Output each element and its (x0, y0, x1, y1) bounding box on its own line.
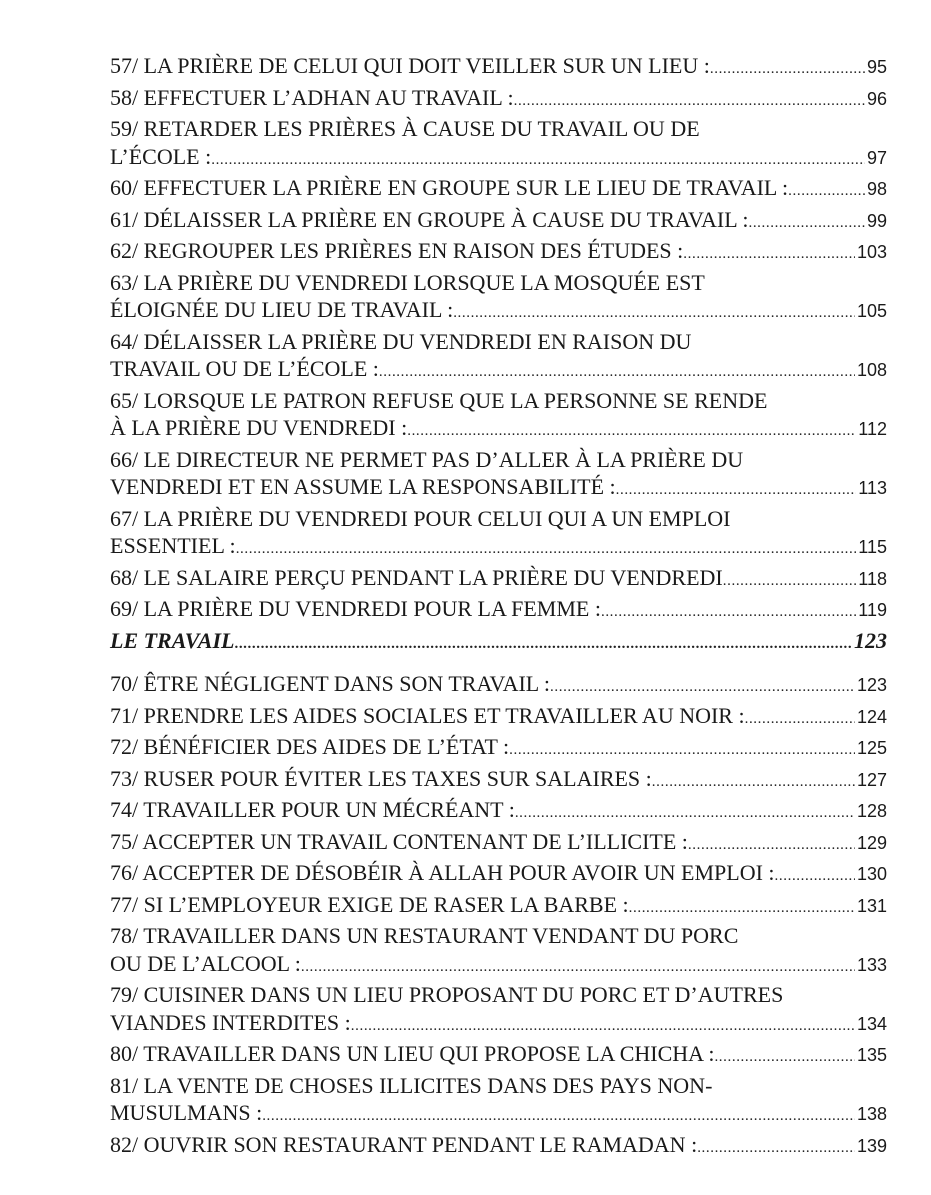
toc-entry[interactable] (110, 328, 887, 387)
toc-entry[interactable] (110, 796, 887, 828)
dot-leader (407, 418, 856, 446)
toc-entry[interactable] (110, 981, 887, 1040)
toc-entry-page-number: 133 (856, 954, 887, 975)
toc-entry-title: MUSULMANS : (110, 1100, 263, 1125)
toc-entry-title: 80/ TRAVAILLER DANS UN LIEU QUI PROPOSE LA CHICHA : (110, 1041, 715, 1066)
toc-entry-title: 60/ EFFECTUER LA PRIÈRE EN GROUPE SUR LE LIEU DE TRAVAIL : (110, 175, 789, 200)
section-title: LE TRAVAIL (110, 628, 235, 653)
toc-entry-title: 62/ REGROUPER LES PRIÈRES EN RAISON DES ÉTUDES : (110, 238, 684, 263)
toc-entry-page-number: 99 (866, 210, 887, 231)
toc-entry-row (110, 670, 887, 702)
toc-entry[interactable] (110, 922, 887, 981)
toc-entry-page-number: 138 (856, 1104, 887, 1124)
toc-entry[interactable] (110, 387, 887, 446)
toc-entry-title: 75/ ACCEPTER UN TRAVAIL CONTENANT DE L’ILLICITE : (110, 828, 688, 854)
toc-entry-title-line: 65/ LORSQUE LE PATRON REFUSE QUE LA PERSONNE SE RENDE (110, 387, 768, 413)
dot-leader (211, 147, 865, 175)
toc-entry-row (110, 143, 887, 175)
toc-entry[interactable] (110, 206, 887, 238)
dot-leader (379, 359, 855, 387)
toc-entry[interactable] (110, 765, 887, 797)
dot-leader (351, 1013, 855, 1041)
toc-entry-page-number: 130 (856, 864, 887, 884)
toc-entry-title: L’ÉCOLE : (110, 143, 212, 169)
toc-entry-title: 82/ OUVRIR SON RESTAURANT PENDANT LE RAMADAN : (110, 1131, 698, 1157)
toc-entry-title-line: 66/ LE DIRECTEUR NE PERMET PAS D’ALLER À LA PRIÈRE DU (110, 446, 744, 472)
toc-entry-page-number: 129 (856, 832, 887, 853)
toc-entry[interactable] (110, 891, 887, 923)
dot-leader (550, 674, 855, 702)
dot-leader (234, 631, 852, 659)
toc-entry-page-number: 118 (858, 568, 887, 589)
toc-entry-title: TRAVAIL OU DE L’ÉCOLE : (110, 356, 379, 381)
dot-leader (697, 1135, 855, 1163)
toc-entry-title: 77/ SI L’EMPLOYEUR EXIGE DE RASER LA BARBE : (110, 891, 629, 917)
toc-entry-title: 72/ BÉNÉFICIER DES AIDES DE L’ÉTAT : (110, 734, 510, 759)
dot-leader (775, 863, 855, 891)
toc-entry-row (110, 564, 887, 596)
toc-entry-row (110, 828, 887, 860)
dot-leader (748, 210, 865, 238)
toc-entry[interactable] (110, 446, 887, 505)
dot-leader (515, 800, 855, 828)
toc-entry-row (110, 532, 887, 564)
toc-entry-row (110, 1009, 887, 1041)
toc-entry-row (110, 859, 887, 891)
toc-entry-row (110, 796, 887, 828)
dot-leader (683, 241, 855, 269)
toc-entry[interactable] (110, 595, 887, 627)
toc-entry-title: ESSENTIEL : (110, 533, 236, 558)
table-of-contents-part-2 (110, 670, 887, 1162)
toc-entry-row (110, 950, 887, 982)
dot-leader (514, 88, 865, 116)
toc-entry-title: ÉLOIGNÉE DU LIEU DE TRAVAIL : (110, 297, 454, 322)
toc-entry-row (110, 1040, 887, 1072)
dot-leader (509, 737, 855, 765)
toc-entry-page-number: 123 (856, 675, 887, 695)
toc-entry-row (110, 237, 887, 269)
dot-leader (745, 706, 855, 734)
toc-entry[interactable] (110, 52, 887, 84)
toc-entry[interactable] (110, 269, 887, 328)
toc-entry-title: 73/ RUSER POUR ÉVITER LES TAXES SUR SALAIRES : (110, 765, 652, 791)
toc-entry-row (110, 296, 887, 328)
toc-entry-page-number: 96 (866, 88, 887, 109)
toc-entry[interactable] (110, 702, 887, 734)
section-page-number: 123 (854, 628, 887, 653)
dot-leader (788, 178, 865, 206)
toc-entry-row (110, 765, 887, 797)
toc-entry-title: VENDREDI ET EN ASSUME LA RESPONSABILITÉ : (110, 474, 616, 499)
toc-entry-page-number: 103 (856, 242, 887, 262)
toc-entry[interactable] (110, 84, 887, 116)
toc-entry-page-number: 119 (858, 600, 887, 620)
dot-leader (688, 832, 855, 860)
toc-entry-title: 70/ ÊTRE NÉGLIGENT DANS SON TRAVAIL : (110, 671, 551, 696)
dot-leader (301, 954, 855, 982)
toc-entry[interactable] (110, 670, 887, 702)
toc-entry-title: 74/ TRAVAILLER POUR UN MÉCRÉANT : (110, 797, 515, 822)
toc-entry-title: 76/ ACCEPTER DE DÉSOBÉIR À ALLAH POUR AVOIR UN EMPLOI : (110, 860, 775, 885)
dot-leader (629, 895, 855, 923)
toc-entry-title: OU DE L’ALCOOL : (110, 950, 301, 976)
toc-entry[interactable] (110, 564, 887, 596)
toc-entry-row (110, 414, 887, 446)
toc-entry-title-line: 63/ LA PRIÈRE DU VENDREDI LORSQUE LA MOSQUÉE EST (110, 269, 705, 295)
toc-entry[interactable] (110, 1040, 887, 1072)
toc-entry-row (110, 473, 887, 505)
toc-entry-title: 69/ LA PRIÈRE DU VENDREDI POUR LA FEMME : (110, 596, 601, 621)
toc-entry-page-number: 125 (856, 738, 887, 758)
toc-entry[interactable] (110, 733, 887, 765)
toc-entry-page-number: 113 (858, 478, 887, 498)
toc-entry-row (110, 1099, 887, 1131)
toc-entry-page-number: 128 (856, 801, 887, 821)
toc-entry-page-number: 131 (856, 895, 887, 916)
dot-leader (601, 599, 856, 627)
toc-entry-page-number: 139 (856, 1135, 887, 1156)
toc-entry[interactable] (110, 828, 887, 860)
toc-entry-row (110, 733, 887, 765)
toc-entry-title-line: 79/ CUISINER DANS UN LIEU PROPOSANT DU PORC ET D’AUTRES (110, 982, 784, 1007)
toc-entry[interactable] (110, 859, 887, 891)
dot-leader (714, 1044, 855, 1072)
toc-entry-row (110, 84, 887, 116)
toc-entry-row (110, 595, 887, 627)
toc-entry-page-number: 98 (866, 179, 887, 199)
toc-entry[interactable] (110, 1131, 887, 1163)
toc-entry-page-number: 127 (856, 769, 887, 790)
dot-leader (723, 568, 857, 596)
toc-entry-row (110, 702, 887, 734)
toc-entry-page-number: 105 (856, 301, 887, 321)
toc-entry-title-line: 59/ RETARDER LES PRIÈRES À CAUSE DU TRAVAIL OU DE (110, 116, 700, 141)
toc-entry-row (110, 174, 887, 206)
toc-entry[interactable] (110, 1072, 887, 1131)
toc-entry-title: 71/ PRENDRE LES AIDES SOCIALES ET TRAVAILLER AU NOIR : (110, 702, 745, 728)
toc-entry-title-line: 64/ DÉLAISSER LA PRIÈRE DU VENDREDI EN RAISON DU (110, 328, 692, 354)
toc-entry-title-line: 67/ LA PRIÈRE DU VENDREDI POUR CELUI QUI A UN EMPLOI (110, 505, 731, 531)
dot-leader (616, 477, 857, 505)
toc-entry-page-number: 124 (856, 706, 887, 727)
toc-entry-row (110, 355, 887, 387)
toc-entry-page-number: 95 (866, 57, 887, 77)
toc-entry-row (110, 52, 887, 84)
section-heading-le-travail (110, 627, 887, 659)
toc-entry-title-line: 78/ TRAVAILLER DANS UN RESTAURANT VENDANT DU PORC (110, 923, 739, 948)
toc-entry[interactable] (110, 115, 887, 174)
toc-entry-title-line: 81/ LA VENTE DE CHOSES ILLICITES DANS DES PAYS NON- (110, 1072, 713, 1098)
toc-entry-title: 61/ DÉLAISSER LA PRIÈRE EN GROUPE À CAUSE DU TRAVAIL : (110, 206, 749, 232)
toc-entry-page-number: 108 (856, 360, 887, 380)
toc-entry[interactable] (110, 505, 887, 564)
toc-entry-page-number: 97 (866, 147, 887, 168)
toc-entry[interactable] (110, 174, 887, 206)
toc-entry-row (110, 1131, 887, 1163)
dot-leader (236, 536, 857, 564)
toc-entry-title: 57/ LA PRIÈRE DE CELUI QUI DOIT VEILLER SUR UN LIEU : (110, 53, 710, 78)
toc-entry[interactable] (110, 237, 887, 269)
toc-entry-title: 58/ EFFECTUER L’ADHAN AU TRAVAIL : (110, 84, 514, 110)
toc-entry-page-number: 135 (856, 1045, 887, 1065)
toc-entry-page-number: 115 (858, 537, 887, 557)
table-of-contents-part-1 (110, 52, 887, 627)
dot-leader (453, 300, 855, 328)
toc-entry-row (110, 891, 887, 923)
dot-leader (710, 56, 865, 84)
toc-entry-page-number: 134 (856, 1013, 887, 1034)
toc-entry-row (110, 206, 887, 238)
dot-leader (652, 769, 855, 797)
toc-entry-page-number: 112 (858, 419, 887, 439)
toc-entry-title: À LA PRIÈRE DU VENDREDI : (110, 415, 408, 440)
dot-leader (262, 1103, 855, 1131)
toc-entry-title: 68/ LE SALAIRE PERÇU PENDANT LA PRIÈRE DU VENDREDI (110, 564, 723, 590)
toc-entry-title: VIANDES INTERDITES : (110, 1009, 351, 1035)
